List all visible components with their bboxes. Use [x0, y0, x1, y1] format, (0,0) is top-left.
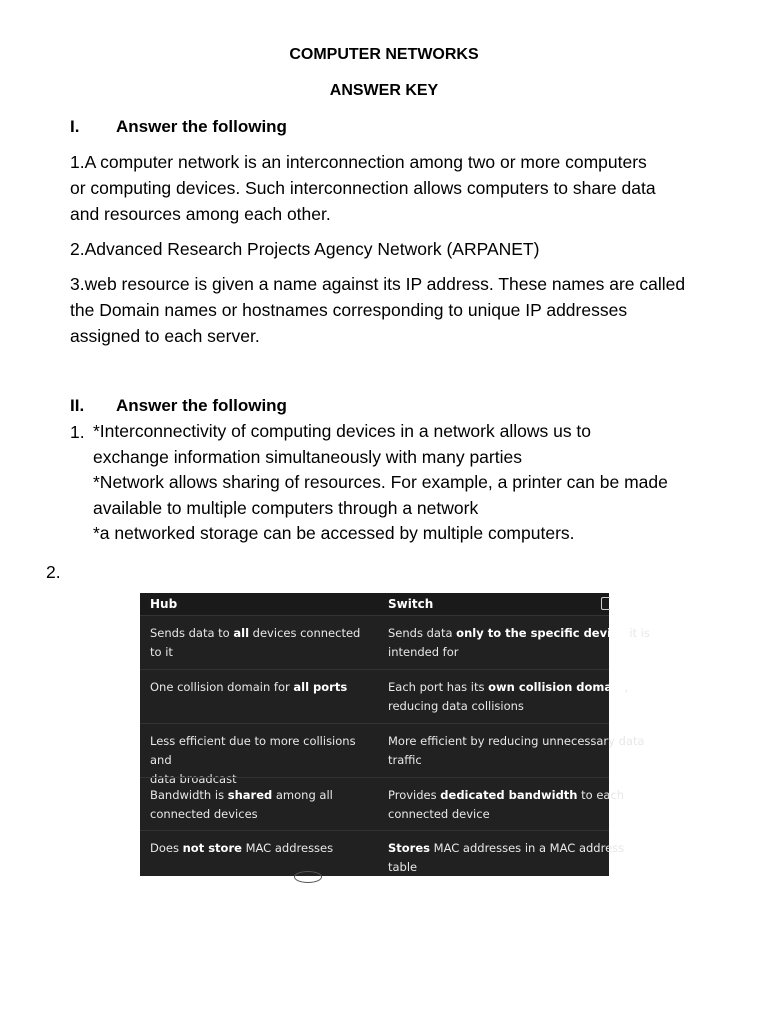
answer-2-paragraph — [70, 236, 730, 262]
answer-3-line-1: 3.web resource is given a name against its IP address. These names are called — [70, 274, 686, 294]
switch-cell-line-1 — [388, 624, 650, 643]
document-subtitle: ANSWER KEY — [329, 82, 439, 99]
list-item-1-line: *Network allows sharing of resources. For example, a printer can be made — [93, 472, 668, 492]
text: More efficient by reducing unnecessary data — [388, 734, 645, 748]
switch-cell-line-1 — [388, 732, 645, 751]
list-item-1-line: exchange information simultaneously with many parties — [93, 446, 522, 467]
scroll-indicator-icon — [294, 871, 322, 883]
bold-text: Stores — [388, 841, 430, 855]
table-header — [140, 593, 609, 615]
table-row — [140, 777, 625, 831]
hub-cell — [150, 839, 370, 858]
answer-3-paragraph — [70, 271, 730, 349]
section-1-heading-text: Answer the following — [116, 117, 287, 136]
text: Sends data to — [150, 626, 234, 640]
hub-cell-line-2: connected devices — [150, 807, 258, 821]
section-1-heading — [70, 117, 287, 137]
text: it is — [625, 626, 650, 640]
answer-1-line-3: and resources among each other. — [70, 204, 331, 224]
switch-cell-line-2: connected device — [388, 807, 490, 821]
text: Bandwidth is — [150, 788, 228, 802]
list-item-1-number: 1. — [70, 422, 85, 442]
hub-cell-line-1 — [150, 786, 370, 805]
switch-cell-line-2: traffic — [388, 753, 422, 767]
text: Does — [150, 841, 183, 855]
switch-cell — [388, 678, 628, 716]
switch-cell — [388, 624, 650, 662]
answer-3-line-3: assigned to each server. — [70, 326, 260, 346]
text: MAC addresses — [241, 841, 334, 855]
bold-text: not store — [182, 841, 242, 855]
bold-text: own collision domain — [488, 680, 625, 694]
hub-cell-line-2: data broadcast — [150, 772, 237, 786]
text: Sends data — [388, 626, 457, 640]
bold-text: only to the specific device — [456, 626, 626, 640]
list-item-1-line: available to multiple computers through a network — [93, 497, 479, 518]
switch-cell-line-1 — [388, 678, 628, 697]
hub-vs-switch-table-image — [140, 593, 650, 876]
bold-text: all ports — [293, 680, 348, 694]
text: to each — [577, 788, 625, 802]
list-item-1-body — [93, 419, 743, 547]
list-item-1-line: *a networked storage can be accessed by multiple computers. — [93, 523, 575, 543]
section-1-number: I. — [70, 117, 80, 136]
answer-2-line-1: 2.Advanced Research Projects Agency Network (ARPANET) — [70, 239, 540, 259]
switch-cell-line-2: reducing data collisions — [388, 699, 524, 713]
table-row — [140, 669, 628, 723]
switch-cell-line-1 — [388, 839, 625, 858]
hub-cell — [150, 624, 370, 662]
list-item-1-line: *Interconnectivity of computing devices in a network allows us to — [93, 421, 592, 441]
switch-cell — [388, 839, 625, 877]
switch-cell-line-1 — [388, 786, 625, 805]
hub-cell — [150, 786, 370, 824]
text: Provides — [388, 788, 441, 802]
table-row — [140, 830, 625, 877]
switch-cell — [388, 732, 645, 770]
text: among all — [272, 788, 333, 802]
section-2-number: II. — [70, 396, 85, 415]
section-2-heading-text: Answer the following — [116, 396, 287, 415]
text: , — [624, 680, 628, 694]
header-switch: Switch — [388, 597, 434, 611]
bold-text: dedicated bandwidth — [440, 788, 578, 802]
document-title: COMPUTER NETWORKS — [289, 46, 479, 63]
answer-1-line-1: 1.A computer network is an interconnection among two or more computers — [70, 152, 647, 172]
section-2-heading — [70, 396, 287, 416]
list-item-2-number: 2. — [46, 562, 61, 582]
table-row — [140, 615, 650, 669]
table-row — [140, 723, 645, 786]
switch-cell-line-2: intended for — [388, 645, 459, 659]
text: MAC addresses in a MAC address — [430, 841, 625, 855]
switch-cell-line-2: table — [388, 860, 418, 874]
bold-text: shared — [227, 788, 273, 802]
switch-cell — [388, 786, 625, 824]
text: One collision domain for — [150, 680, 294, 694]
text: devices connected to it — [150, 626, 361, 659]
copy-icon[interactable] — [601, 597, 610, 610]
text: Each port has its — [388, 680, 489, 694]
answer-1-paragraph — [70, 149, 730, 227]
bold-text: all — [233, 626, 250, 640]
hub-cell-line-1: Less efficient due to more collisions and — [150, 734, 356, 767]
answer-1-line-2: or computing devices. Such interconnection allows computers to share data — [70, 178, 656, 198]
header-hub: Hub — [150, 597, 178, 611]
answer-3-line-2: the Domain names or hostnames corresponding to unique IP addresses — [70, 300, 628, 320]
hub-cell — [150, 678, 370, 697]
